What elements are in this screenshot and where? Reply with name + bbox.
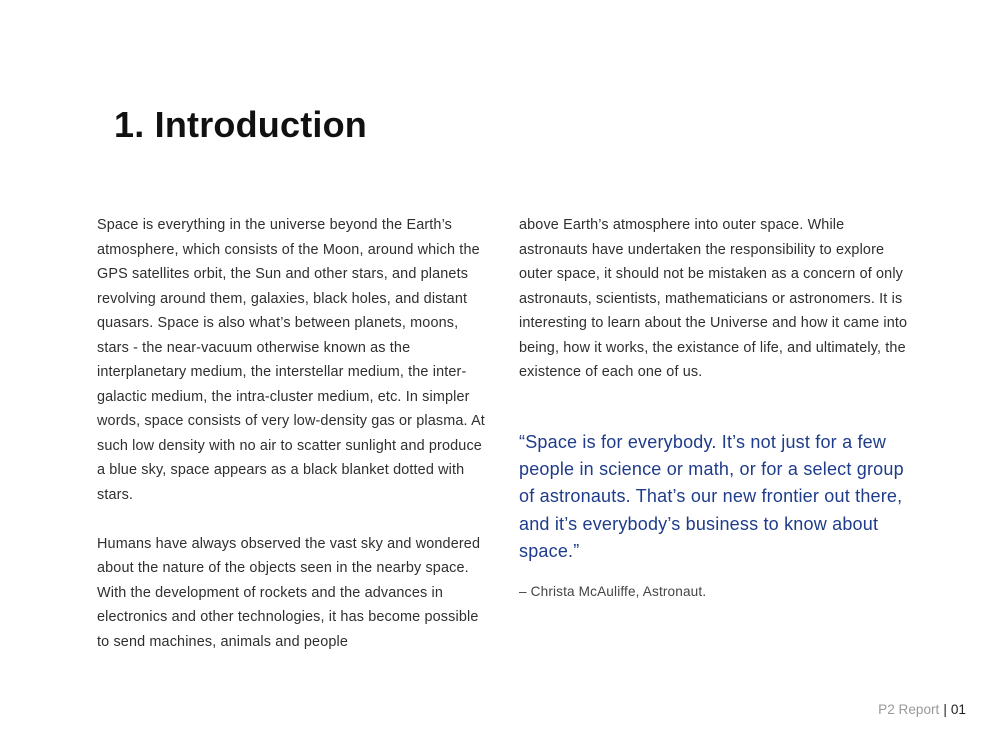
- footer-report-label: P2 Report: [878, 702, 940, 717]
- page-footer: [878, 699, 966, 721]
- body-paragraph: Space is everything in the universe beyond the Earth’s atmosphere, which consists of the Moon, around which the GPS satellites orbit, the Sun and other stars, and planets revolving around them, galaxies, black holes, and distant quasars. Space is also what’s between planets, moons, stars - the near-vacuum otherwise known as the interplanetary medium, the interstellar medium, the inter-galactic medium, the intra-cluster medium, etc. In simpler words, space consists of very low-density gas or plasma. At such low density with no air to scatter sunlight and produce a blue sky, space appears as a black blanket dotted with stars.: [97, 217, 485, 503]
- right-column: [519, 213, 909, 602]
- page-title: 1. Introduction: [114, 104, 367, 145]
- body-paragraph: Humans have always observed the vast sky and wondered about the nature of the objects seen in the nearby space. With the development of rockets and the advances in electronics and other technologies, it has become possible to send machines, animals and people: [97, 535, 481, 650]
- footer-separator: |: [943, 702, 947, 717]
- page-number: 01: [950, 702, 966, 717]
- pull-quote: “Space is for everybody. It’s not just for a few people in science or math, or for a select group of astronauts. That’s our new frontier out there, and it’s everybody’s business to know about space.”: [519, 431, 904, 562]
- quote-attribution: – Christa McAuliffe, Astronaut.: [519, 583, 707, 599]
- left-column: [97, 213, 485, 654]
- body-paragraph: above Earth’s atmosphere into outer space. While astronauts have undertaken the responsibility to explore outer space, it should not be mistaken as a concern of only astronauts, scientists, mathematicians or astronomers. It is interesting to learn about the Universe and how it came into being, how it works, the existance of life, and ultimately, the existence of each one of us.: [519, 217, 908, 380]
